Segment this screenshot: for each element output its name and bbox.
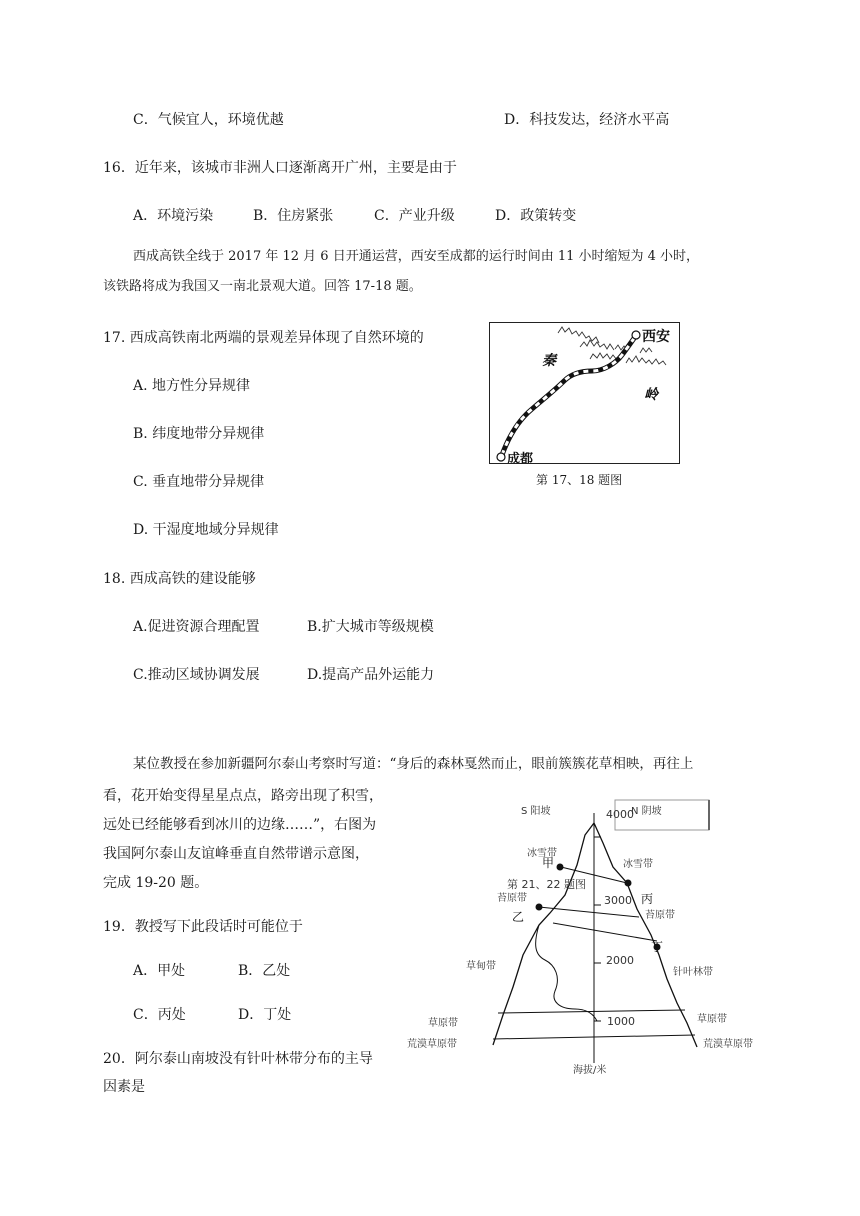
mountain-zonation-diagram [405,795,770,1085]
passage2-line2: 看，花开始变得星星点点，路旁出现了积雪， [103,788,383,804]
mountain-caption: 第 21、22 题图 [507,878,586,891]
left-zone-desert-steppe: 荒漠草原带 [407,1039,457,1050]
south-slope-label: S 阳坡 [521,806,551,817]
q18-stem: 18. 西成高铁的建设能够 [103,571,256,587]
right-zone-tundra: 苔原带 [645,910,675,921]
q18-option-b: B.扩大城市等级规模 [307,619,434,635]
right-zone-steppe: 草原带 [697,1014,727,1025]
passage2-line4: 我国阿尔泰山友谊峰垂直自然带谱示意图， [103,846,369,862]
passage2-line5: 完成 19-20 题。 [103,875,209,891]
q15-option-d: D．科技发达，经济水平高 [504,112,670,128]
q19-option-d: D．丁处 [238,1007,292,1023]
left-zone-tundra: 苔原带 [497,893,527,904]
right-zone-snow: 冰雪带 [623,859,653,870]
q18-option-c: C.推动区域协调发展 [133,667,260,683]
elev-1000: 1000 [607,1015,635,1028]
q16-option-b: B．住房紧张 [253,208,334,224]
q16-stem: 16．近年来，该城市非洲人口逐渐离开广州，主要是由于 [103,160,457,176]
qin-label: 秦 [542,353,556,369]
point-bing: 丙 [641,892,654,906]
q16-option-d: D．政策转变 [495,208,577,224]
map-caption: 第 17、18 题图 [536,473,623,487]
q19-option-c: C．丙处 [133,1007,186,1023]
xian-label: 西安 [642,329,670,345]
q20-stem-line2: 因素是 [103,1079,145,1095]
axis-label: 海拔/米 [573,1065,607,1076]
q17-option-a: A. 地方性分异规律 [133,378,251,394]
railway-map [489,322,680,464]
ling-label: 岭 [644,387,658,403]
q17-option-c: C. 垂直地带分异规律 [133,474,265,490]
left-zone-snow: 冰雪带 [527,848,557,859]
q19-option-a: A．甲处 [133,963,186,979]
chengdu-label: 成都 [507,452,534,463]
passage2-line1: 某位教授在参加新疆阿尔泰山考察时写道：“身后的森林戛然而止，眼前簇簇花草相映，再往上 [133,756,694,772]
right-zone-desert-steppe: 荒漠草原带 [703,1039,753,1050]
q18-option-d: D.提高产品外运能力 [307,667,435,683]
point-yi: 乙 [512,910,525,924]
q16-option-c: C．产业升级 [374,208,455,224]
passage1-line1: 西成高铁全线于 2017 年 12 月 6 日开通运营，西安至成都的运行时间由 11 小时缩短为 4 小时， [133,249,700,264]
point-jia: 甲 [542,856,555,870]
q15-option-c: C．气候宜人，环境优越 [133,112,284,128]
point-ding: 丁 [651,940,664,954]
q20-stem-line1: 20．阿尔泰山南坡没有针叶林带分布的主导 [103,1051,373,1067]
passage2-line3: 远处已经能够看到冰川的边缘……”，右图为 [103,817,377,833]
passage1-line2: 该铁路将成为我国又一南北景观大道。回答 17-18 题。 [103,279,422,294]
left-zone-steppe: 草原带 [428,1018,458,1029]
railway-map-drawing [490,323,679,463]
right-zone-conifer: 针叶林带 [673,967,713,978]
elev-2000: 2000 [606,954,634,967]
q16-option-a: A．环境污染 [133,208,214,224]
elev-4000: 4000 [606,808,634,821]
q18-option-a: A.促进资源合理配置 [133,619,260,635]
north-slope-label: N 阴坡 [631,806,662,817]
q17-option-d: D. 干湿度地域分异规律 [133,522,279,538]
elev-3000: 3000 [604,894,632,907]
q17-option-b: B. 纬度地带分异规律 [133,426,265,442]
left-zone-meadow: 草甸带 [466,961,496,972]
q17-stem: 17. 西成高铁南北两端的景观差异体现了自然环境的 [103,330,424,346]
q19-option-b: B．乙处 [238,963,291,979]
q19-stem: 19．教授写下此段话时可能位于 [103,919,303,935]
